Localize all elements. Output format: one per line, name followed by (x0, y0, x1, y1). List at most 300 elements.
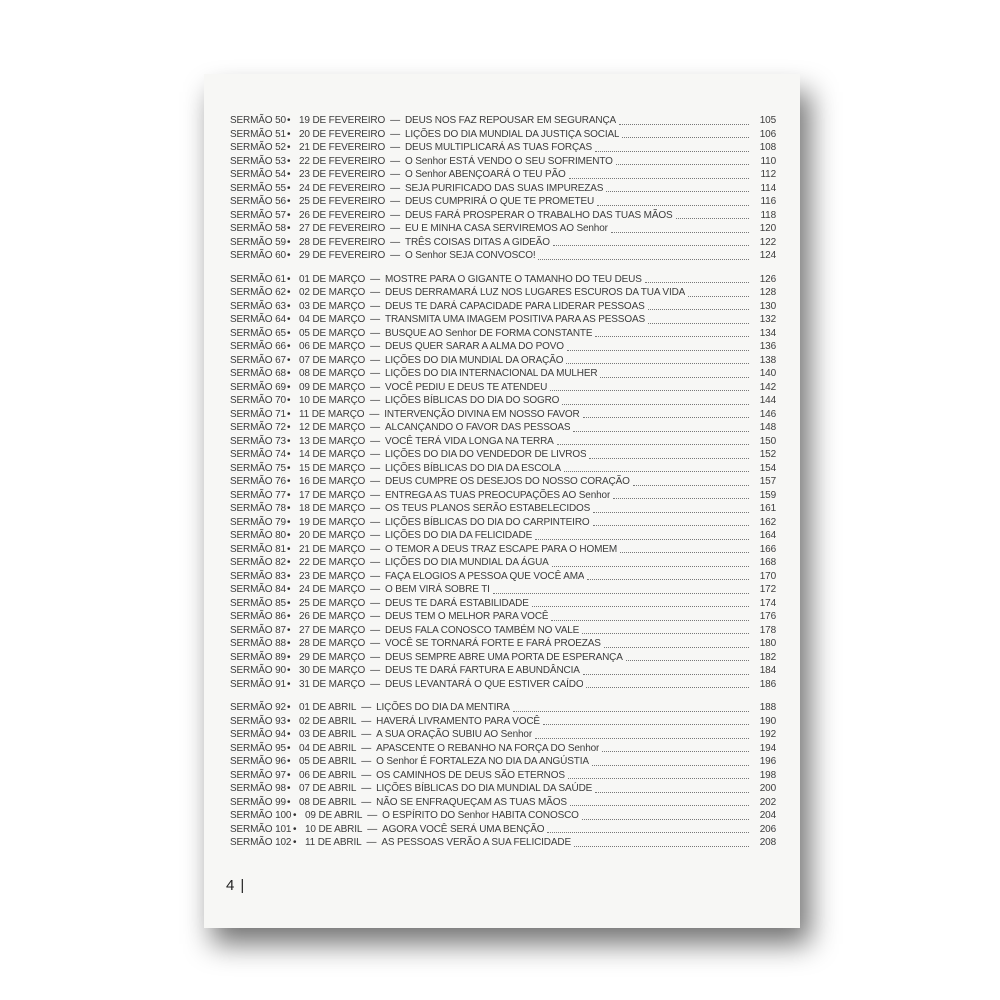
page-reference: 132 (759, 314, 776, 325)
sermon-title: DEUS MULTIPLICARÁ AS TUAS FORÇAS (404, 142, 593, 153)
sermon-date: 26 DE MARÇO (299, 611, 366, 622)
bullet-separator: • (287, 783, 291, 794)
dot-leader (611, 232, 749, 233)
toc-entry (230, 516, 776, 530)
sermon-title: O Senhor ABENÇOARÁ O TEU PÃO (404, 169, 566, 180)
sermon-title: DEUS FARÁ PROSPERAR O TRABALHO DAS TUAS MÃOS (404, 209, 673, 221)
page-reference: 136 (759, 341, 776, 352)
page-reference: 112 (760, 169, 776, 180)
dot-leader (583, 674, 749, 675)
sermon-date: 09 DE ABRIL (305, 810, 363, 821)
sermon-number: SERMÃO 76 (230, 476, 286, 487)
dash-separator: — (390, 115, 400, 126)
sermon-title: HAVERÁ LIVRAMENTO PARA VOCÊ (376, 715, 540, 727)
dash-separator: — (361, 783, 372, 794)
toc-entry (230, 209, 776, 223)
sermon-number: SERMÃO 67 (230, 354, 286, 366)
sermon-title: LIÇÕES DO DIA MUNDIAL DA ÁGUA (385, 557, 549, 568)
toc-entry (230, 678, 776, 692)
dot-leader (562, 404, 749, 405)
dash-separator: — (370, 287, 381, 298)
sermon-number: SERMÃO 50 (230, 115, 286, 126)
sermon-number: SERMÃO 62 (230, 287, 286, 298)
sermon-number: SERMÃO 83 (230, 570, 286, 582)
dash-separator: — (370, 435, 381, 447)
bullet-separator: • (287, 422, 291, 433)
page-reference: 154 (759, 462, 776, 474)
sermon-number: SERMÃO 73 (230, 435, 286, 447)
dot-leader (600, 377, 749, 378)
page-reference: 128 (759, 287, 776, 298)
toc-entry (230, 570, 776, 584)
dot-leader (592, 765, 749, 766)
dot-leader (645, 282, 749, 283)
toc-entry (230, 462, 776, 476)
dash-separator: — (361, 769, 372, 781)
sermon-title: O TEMOR A DEUS TRAZ ESCAPE PARA O HOMEM (385, 543, 617, 555)
page-reference: 204 (759, 810, 776, 821)
toc-entry (230, 381, 776, 395)
toc-entry (230, 728, 776, 742)
bullet-separator: • (287, 729, 291, 740)
sermon-date: 22 DE MARÇO (299, 557, 366, 568)
sermon-title: DEUS TE DARÁ ESTABILIDADE (385, 597, 529, 609)
book-page (204, 74, 800, 928)
dot-leader (616, 164, 749, 165)
dot-leader (648, 309, 749, 310)
page-reference: 196 (759, 756, 776, 767)
dash-separator: — (370, 530, 381, 541)
dash-separator: — (370, 395, 381, 406)
sermon-number: SERMÃO 92 (230, 702, 286, 713)
dot-leader (552, 566, 749, 567)
sermon-title: LIÇÕES BÍBLICAS DO DIA DO SOGRO (385, 395, 560, 406)
bullet-separator: • (287, 287, 291, 298)
page-reference: 116 (760, 196, 776, 207)
dash-separator: — (370, 678, 381, 690)
dot-leader (535, 539, 749, 540)
dot-leader (602, 751, 749, 752)
bullet-separator: • (293, 823, 297, 835)
dot-leader (543, 724, 749, 725)
dot-leader (606, 191, 749, 192)
sermon-date: 28 DE MARÇO (299, 638, 366, 649)
dash-separator: — (370, 462, 381, 474)
table-of-contents (230, 114, 776, 860)
sermon-number: SERMÃO 68 (230, 368, 286, 379)
dot-leader (513, 711, 749, 712)
page-reference: 150 (759, 435, 776, 447)
bullet-separator: • (287, 462, 291, 474)
bullet-separator: • (287, 142, 291, 153)
page-reference: 180 (759, 638, 776, 649)
bullet-separator: • (293, 837, 297, 848)
dash-separator: — (370, 597, 381, 609)
bullet-separator: • (287, 476, 291, 487)
sermon-date: 04 DE ABRIL (299, 742, 357, 754)
bullet-separator: • (287, 584, 291, 595)
sermon-date: 23 DE MARÇO (299, 570, 366, 582)
bullet-separator: • (287, 530, 291, 541)
sermon-date: 20 DE FEVEREIRO (299, 128, 386, 140)
sermon-number: SERMÃO 89 (230, 651, 286, 663)
sermon-title: APASCENTE O REBANHO NA FORÇA DO Senhor (376, 742, 600, 754)
page-reference: 126 (759, 273, 776, 285)
bullet-separator: • (287, 715, 291, 727)
sermon-date: 11 DE ABRIL (305, 837, 362, 848)
sermon-number: SERMÃO 66 (230, 341, 286, 352)
dash-separator: — (390, 155, 400, 167)
sermon-date: 15 DE MARÇO (299, 462, 366, 474)
dot-leader (551, 620, 749, 621)
page-reference: 174 (759, 597, 776, 609)
page-reference: 172 (759, 584, 776, 595)
dot-leader (538, 259, 749, 260)
dash-separator: — (366, 837, 377, 848)
toc-entry (230, 155, 776, 169)
bullet-separator: • (287, 314, 291, 325)
dot-leader (648, 323, 749, 324)
dot-leader (589, 458, 749, 459)
bullet-separator: • (287, 516, 291, 528)
toc-group-fevereiro (230, 114, 776, 263)
sermon-title: LIÇÕES BÍBLICAS DO DIA MUNDIAL DA SAÚDE (376, 783, 593, 794)
sermon-title: SEJA PURIFICADO DAS SUAS IMPUREZAS (404, 182, 604, 194)
toc-group-marco (230, 273, 776, 692)
sermon-date: 14 DE MARÇO (299, 449, 366, 460)
sermon-number: SERMÃO 82 (230, 557, 286, 568)
sermon-number: SERMÃO 54 (230, 169, 286, 180)
page-reference: 110 (760, 155, 776, 167)
sermon-date: 27 DE MARÇO (299, 624, 366, 636)
sermon-title: LIÇÕES DO DIA DA FELICIDADE (385, 530, 533, 541)
bullet-separator: • (287, 557, 291, 568)
sermon-title: DEUS LEVANTARÁ O QUE ESTIVER CAÍDO (385, 678, 584, 690)
page-reference: 161 (759, 503, 776, 514)
dash-separator: — (370, 327, 381, 339)
sermon-title: TRÊS COISAS DITAS A GIDEÃO (404, 236, 550, 248)
page-reference: 178 (759, 624, 776, 636)
sermon-date: 28 DE FEVEREIRO (299, 236, 386, 248)
sermon-number: SERMÃO 51 (230, 128, 286, 140)
bullet-separator: • (287, 756, 291, 767)
dash-separator: — (370, 665, 381, 676)
bullet-separator: • (287, 327, 291, 339)
dash-separator: — (367, 810, 378, 821)
sermon-title: DEUS TE DARÁ CAPACIDADE PARA LIDERAR PESSOAS (385, 300, 645, 312)
dash-separator: — (370, 516, 381, 528)
dash-separator: — (370, 354, 381, 366)
sermon-number: SERMÃO 58 (230, 223, 286, 234)
sermon-number: SERMÃO 72 (230, 422, 286, 433)
sermon-date: 02 DE ABRIL (299, 715, 357, 727)
page-reference: 166 (759, 543, 776, 555)
toc-entry (230, 664, 776, 678)
bullet-separator: • (287, 300, 291, 312)
dash-separator: — (361, 702, 372, 713)
sermon-number: SERMÃO 91 (230, 678, 286, 690)
bullet-separator: • (287, 395, 291, 406)
toc-entry (230, 624, 776, 638)
dash-separator: — (370, 368, 381, 379)
sermon-title: O ESPÍRITO DO Senhor HABITA CONOSCO (382, 810, 579, 821)
toc-entry (230, 597, 776, 611)
sermon-date: 25 DE FEVEREIRO (299, 196, 386, 207)
sermon-date: 25 DE MARÇO (299, 597, 366, 609)
sermon-date: 21 DE MARÇO (299, 543, 366, 555)
toc-entry (230, 823, 776, 837)
sermon-number: SERMÃO 84 (230, 584, 286, 595)
dash-separator: — (361, 729, 372, 740)
sermon-number: SERMÃO 77 (230, 489, 286, 501)
dash-separator: — (361, 715, 372, 727)
dash-separator: — (370, 422, 381, 433)
dot-leader (569, 178, 749, 179)
dash-separator: — (390, 142, 400, 153)
dot-leader (567, 350, 749, 351)
sermon-title: NÃO SE ENFRAQUEÇAM AS TUAS MÃOS (376, 796, 567, 808)
dot-leader (583, 417, 749, 418)
sermon-title: FAÇA ELOGIOS A PESSOA QUE VOCÊ AMA (385, 570, 585, 582)
sermon-number: SERMÃO 102 (230, 837, 292, 848)
sermon-date: 05 DE ABRIL (299, 756, 357, 767)
dash-separator: — (370, 489, 381, 501)
sermon-number: SERMÃO 78 (230, 503, 286, 514)
toc-entry (230, 651, 776, 665)
page-reference: 106 (759, 128, 776, 140)
dash-separator: — (370, 638, 381, 649)
page-reference: 120 (759, 223, 776, 234)
sermon-number: SERMÃO 69 (230, 381, 286, 393)
dash-separator: — (370, 476, 381, 487)
bullet-separator: • (287, 702, 291, 713)
sermon-date: 29 DE MARÇO (299, 651, 366, 663)
dash-separator: — (390, 209, 400, 221)
sermon-number: SERMÃO 86 (230, 611, 286, 622)
bullet-separator: • (287, 341, 291, 352)
page-reference: 168 (759, 557, 776, 568)
toc-entry (230, 421, 776, 435)
bullet-separator: • (287, 597, 291, 609)
sermon-date: 04 DE MARÇO (299, 314, 366, 325)
sermon-date: 21 DE FEVEREIRO (299, 142, 386, 153)
sermon-date: 06 DE MARÇO (299, 341, 366, 352)
toc-entry (230, 141, 776, 155)
dash-separator: — (390, 182, 400, 194)
sermon-number: SERMÃO 87 (230, 624, 286, 636)
sermon-date: 05 DE MARÇO (299, 327, 366, 339)
dot-leader (587, 579, 749, 580)
sermon-date: 10 DE ABRIL (305, 823, 363, 835)
sermon-title: LIÇÕES BÍBLICAS DO DIA DO CARPINTEIRO (385, 516, 590, 528)
dot-leader (573, 431, 749, 432)
dash-separator: — (370, 543, 381, 555)
dot-leader (566, 363, 749, 364)
page-reference: 108 (759, 142, 776, 153)
dash-separator: — (390, 223, 400, 234)
toc-entry (230, 475, 776, 489)
sermon-title: DEUS TE DARÁ FARTURA E ABUNDÂNCIA (385, 665, 580, 676)
toc-entry (230, 300, 776, 314)
sermon-date: 24 DE MARÇO (299, 584, 366, 595)
toc-entry (230, 340, 776, 354)
dash-separator: — (370, 273, 381, 285)
page-reference: 194 (759, 742, 776, 754)
dot-leader (564, 471, 749, 472)
toc-entry (230, 809, 776, 823)
dot-leader (613, 498, 749, 499)
sermon-title: AGORA VOCÊ SERÁ UMA BENÇÃO (382, 823, 545, 835)
sermon-date: 22 DE FEVEREIRO (299, 155, 386, 167)
bullet-separator: • (287, 169, 291, 180)
toc-entry (230, 715, 776, 729)
sermon-number: SERMÃO 101 (230, 823, 292, 835)
toc-entry (230, 249, 776, 263)
toc-entry (230, 583, 776, 597)
bullet-separator: • (287, 796, 291, 808)
sermon-title: O Senhor SEJA CONVOSCO! (404, 250, 536, 261)
sermon-number: SERMÃO 97 (230, 769, 286, 781)
bullet-separator: • (287, 209, 291, 221)
dash-separator: — (370, 314, 381, 325)
dot-leader (582, 633, 749, 634)
dot-leader (595, 792, 749, 793)
dash-separator: — (370, 584, 381, 595)
toc-entry (230, 182, 776, 196)
dot-leader (595, 151, 749, 152)
bullet-separator: • (287, 196, 291, 207)
dash-separator: — (361, 742, 372, 754)
page-reference: 144 (759, 395, 776, 406)
sermon-date: 02 DE MARÇO (299, 287, 366, 298)
sermon-title: LIÇÕES DO DIA MUNDIAL DA ORAÇÃO (385, 354, 564, 366)
bullet-separator: • (287, 115, 291, 126)
page-reference: 118 (760, 209, 776, 221)
sermon-title: O Senhor É FORTALEZA NO DIA DA ANGÚSTIA (376, 756, 589, 767)
toc-entry (230, 610, 776, 624)
bullet-separator: • (287, 155, 291, 167)
sermon-number: SERMÃO 98 (230, 783, 286, 794)
page-reference: 208 (759, 837, 776, 848)
sermon-number: SERMÃO 64 (230, 314, 286, 325)
page-reference: 164 (759, 530, 776, 541)
page-reference: 186 (759, 678, 776, 690)
bullet-separator: • (287, 435, 291, 447)
dot-leader (586, 687, 749, 688)
sermon-number: SERMÃO 53 (230, 155, 286, 167)
sermon-date: 27 DE FEVEREIRO (299, 223, 386, 234)
sermon-title: DEUS NOS FAZ REPOUSAR EM SEGURANÇA (404, 115, 617, 126)
bullet-separator: • (287, 624, 291, 636)
toc-entry (230, 529, 776, 543)
sermon-number: SERMÃO 74 (230, 449, 286, 460)
footer-bar: | (240, 877, 245, 894)
dot-leader (547, 832, 749, 833)
dot-leader (595, 336, 749, 337)
dot-leader (493, 593, 749, 594)
page-reference: 114 (760, 182, 776, 194)
toc-entry (230, 394, 776, 408)
sermon-date: 29 DE FEVEREIRO (299, 250, 386, 261)
dash-separator: — (370, 449, 381, 460)
sermon-number: SERMÃO 71 (230, 408, 286, 420)
sermon-title: DEUS FALA CONOSCO TAMBÉM NO VALE (385, 624, 580, 636)
sermon-title: VOCÊ SE TORNARÁ FORTE E FARÁ PROEZAS (385, 638, 601, 649)
sermon-title: DEUS TEM O MELHOR PARA VOCÊ (385, 611, 549, 622)
sermon-number: SERMÃO 96 (230, 756, 286, 767)
toc-entry (230, 755, 776, 769)
sermon-date: 30 DE MARÇO (299, 665, 366, 676)
toc-entry (230, 637, 776, 651)
toc-entry (230, 782, 776, 796)
dot-leader (620, 552, 749, 553)
sermon-date: 31 DE MARÇO (299, 678, 366, 690)
dot-leader (676, 218, 749, 219)
bullet-separator: • (287, 543, 291, 555)
sermon-number: SERMÃO 52 (230, 142, 286, 153)
sermon-title: MOSTRE PARA O GIGANTE O TAMANHO DO TEU DEUS (385, 273, 642, 285)
bullet-separator: • (287, 223, 291, 234)
sermon-title: TRANSMITA UMA IMAGEM POSITIVA PARA AS PESSOAS (385, 314, 645, 325)
sermon-date: 01 DE MARÇO (299, 273, 366, 285)
toc-entry (230, 236, 776, 250)
toc-entry (230, 354, 776, 368)
sermon-date: 08 DE MARÇO (299, 368, 366, 379)
bullet-separator: • (287, 678, 291, 690)
bullet-separator: • (287, 354, 291, 366)
sermon-date: 19 DE MARÇO (299, 516, 366, 528)
dash-separator: — (370, 570, 381, 582)
sermon-number: SERMÃO 80 (230, 530, 286, 541)
sermon-title: OS TEUS PLANOS SERÃO ESTABELECIDOS (385, 503, 591, 514)
page-footer (226, 877, 244, 894)
sermon-number: SERMÃO 100 (230, 810, 292, 821)
sermon-date: 17 DE MARÇO (299, 489, 366, 501)
sermon-date: 07 DE MARÇO (299, 354, 366, 366)
sermon-title: BUSQUE AO Senhor DE FORMA CONSTANTE (385, 327, 593, 339)
bullet-separator: • (287, 236, 291, 248)
sermon-title: ENTREGA AS TUAS PREOCUPAÇÕES AO Senhor (385, 489, 611, 501)
dash-separator: — (390, 128, 400, 140)
toc-entry (230, 168, 776, 182)
bullet-separator: • (287, 638, 291, 649)
dash-separator: — (370, 651, 381, 663)
bullet-separator: • (287, 665, 291, 676)
sermon-number: SERMÃO 70 (230, 395, 286, 406)
dot-leader (574, 846, 749, 847)
sermon-number: SERMÃO 94 (230, 729, 286, 740)
bullet-separator: • (287, 769, 291, 781)
dash-separator: — (361, 756, 372, 767)
page-reference: 140 (759, 368, 776, 379)
page-reference: 148 (759, 422, 776, 433)
dot-leader (622, 137, 749, 138)
sermon-date: 10 DE MARÇO (299, 395, 366, 406)
bullet-separator: • (287, 570, 291, 582)
dot-leader (553, 245, 749, 246)
dash-separator: — (370, 624, 381, 636)
sermon-date: 07 DE ABRIL (299, 783, 357, 794)
toc-entry (230, 273, 776, 287)
page-reference: 170 (759, 570, 776, 582)
bullet-separator: • (287, 273, 291, 285)
toc-entry (230, 489, 776, 503)
sermon-date: 03 DE MARÇO (299, 300, 366, 312)
page-reference: 142 (759, 381, 776, 393)
sermon-date: 09 DE MARÇO (299, 381, 366, 393)
sermon-date: 08 DE ABRIL (299, 796, 357, 808)
sermon-number: SERMÃO 57 (230, 209, 286, 221)
